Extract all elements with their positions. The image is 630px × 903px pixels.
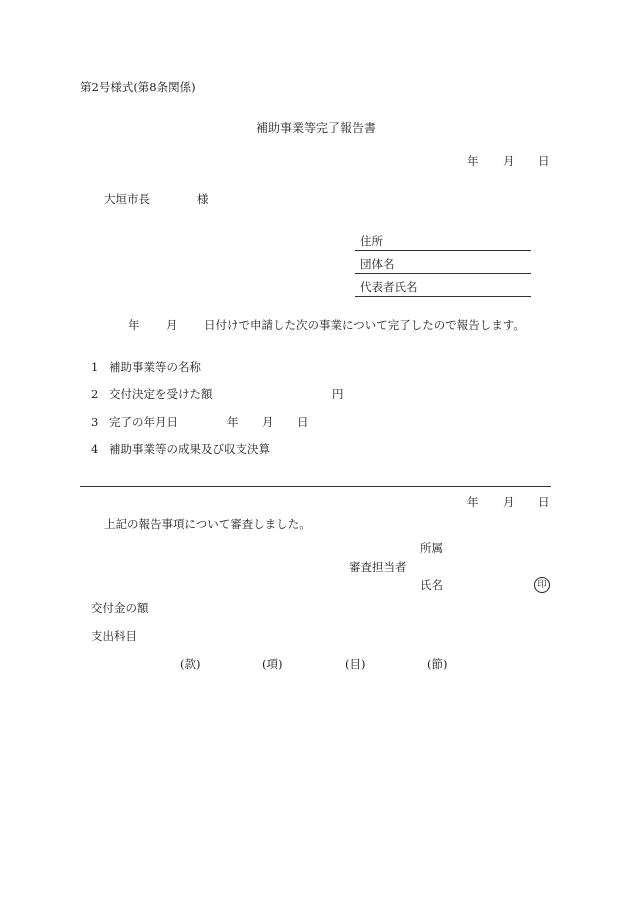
completion-month: 月 xyxy=(262,415,274,429)
review-date-month: 月 xyxy=(503,495,515,509)
statement-year: 年 xyxy=(128,318,140,332)
item-label: 完了の年月日 xyxy=(109,415,178,429)
group-label: 団体名 xyxy=(360,257,395,271)
item-label: 交付決定を受けた額 xyxy=(109,387,213,401)
item-number: 2 xyxy=(91,387,99,401)
form-number: 第2号様式(第8条関係) xyxy=(80,80,196,94)
statement-text: 日付けで申請した次の事業について完了したので報告します。 xyxy=(204,318,525,332)
department-label: 所属 xyxy=(420,541,443,555)
item-label: 補助事業等の名称 xyxy=(109,360,201,374)
review-statement: 上記の報告事項について審査しました。 xyxy=(104,517,311,531)
address-label: 住所 xyxy=(360,234,383,248)
address-underline xyxy=(355,250,531,251)
item-number: 3 xyxy=(91,415,99,429)
item-number: 4 xyxy=(91,442,99,456)
statement-month: 月 xyxy=(166,318,178,332)
completion-day: 日 xyxy=(297,415,309,429)
top-date-year: 年 xyxy=(467,154,479,168)
item-number: 1 xyxy=(91,360,99,374)
representative-underline xyxy=(355,296,531,297)
review-date-year: 年 xyxy=(467,495,479,509)
item-label: 補助事業等の成果及び収支決算 xyxy=(109,442,270,456)
account-item: (款) xyxy=(180,657,201,671)
addressee-honorific: 様 xyxy=(197,192,209,206)
grant-amount-label: 交付金の額 xyxy=(91,601,149,615)
account-item: (項) xyxy=(262,657,283,671)
completion-year: 年 xyxy=(227,415,239,429)
top-date-month: 月 xyxy=(503,154,515,168)
name-label: 氏名 xyxy=(420,578,443,592)
group-underline xyxy=(355,273,531,274)
seal-icon: 印 xyxy=(534,577,550,593)
reviewer-label: 審査担当者 xyxy=(349,560,407,574)
section-divider xyxy=(80,486,551,487)
amount-unit: 円 xyxy=(332,387,344,401)
representative-label: 代表者氏名 xyxy=(360,280,418,294)
account-item: (節) xyxy=(427,657,448,671)
expense-category-label: 支出科目 xyxy=(91,629,137,643)
account-item: (目) xyxy=(345,657,366,671)
document-title: 補助事業等完了報告書 xyxy=(256,121,377,135)
top-date-day: 日 xyxy=(538,154,550,168)
review-date-day: 日 xyxy=(538,495,550,509)
addressee-name: 大垣市長 xyxy=(104,192,150,206)
